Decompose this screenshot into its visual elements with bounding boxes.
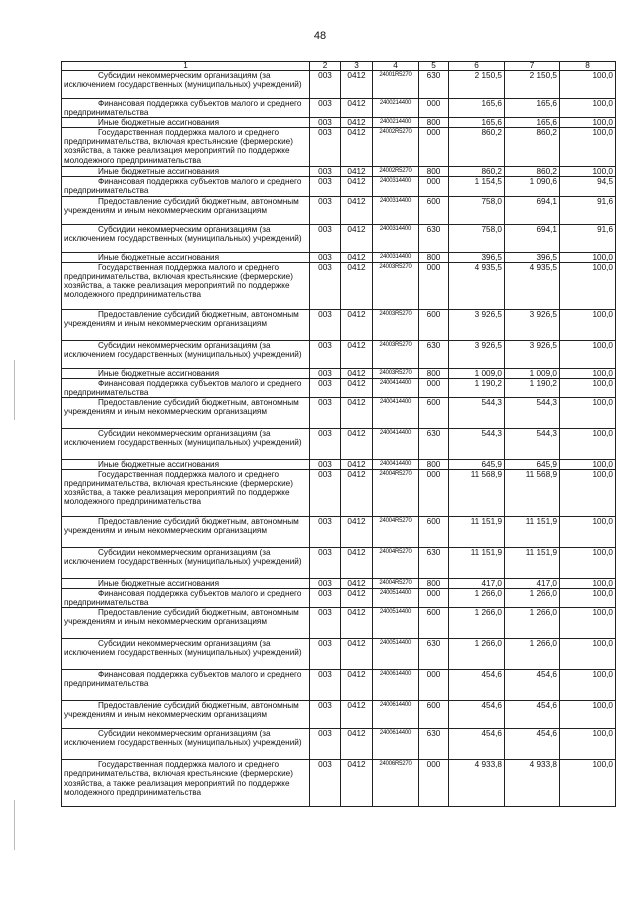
row-planned-cell: 645,9 [449, 459, 505, 469]
row-section-cell: 0412 [341, 252, 373, 262]
row-expense-type-cell: 000 [419, 378, 449, 397]
row-section-cell: 0412 [341, 517, 373, 548]
row-expense-type-cell: 000 [419, 177, 449, 196]
row-target-code-cell: 2400314400 [373, 177, 419, 196]
row-planned-cell: 417,0 [449, 579, 505, 589]
row-grbs-cell: 003 [310, 470, 341, 517]
row-percent-cell: 94,5 [560, 177, 616, 196]
row-percent-cell: 100,0 [560, 608, 616, 639]
row-name-cell: Финансовая поддержка субъектов малого и среднего предпринимательства [62, 99, 310, 118]
table-row [62, 608, 616, 639]
row-percent-cell: 100,0 [560, 71, 616, 99]
row-section-cell: 0412 [341, 548, 373, 579]
row-name-cell: Финансовая поддержка субъектов малого и среднего предпринимательства [62, 670, 310, 701]
row-section-cell: 0412 [341, 99, 373, 118]
row-name-cell: Субсидии некоммерческим организациям (за исключением государственных (муниципальных) учреждений) [62, 639, 310, 670]
row-executed-cell: 1 090,6 [505, 177, 560, 196]
row-executed-cell: 454,6 [505, 701, 560, 729]
row-section-cell: 0412 [341, 262, 373, 309]
row-percent-cell: 91,6 [560, 196, 616, 224]
table-row [62, 309, 616, 340]
row-percent-cell: 100,0 [560, 670, 616, 701]
row-expense-type-cell: 630 [419, 71, 449, 99]
row-percent-cell: 100,0 [560, 701, 616, 729]
row-percent-cell: 100,0 [560, 262, 616, 309]
row-executed-cell: 11 151,9 [505, 517, 560, 548]
row-section-cell: 0412 [341, 760, 373, 807]
row-percent-cell: 100,0 [560, 118, 616, 128]
row-executed-cell: 417,0 [505, 579, 560, 589]
row-grbs-cell: 003 [310, 252, 341, 262]
row-section-cell: 0412 [341, 340, 373, 368]
scan-edge-mark [14, 360, 15, 420]
row-target-code-cell: 2400314400 [373, 252, 419, 262]
row-name-cell: Субсидии некоммерческим организациям (за исключением государственных (муниципальных) учреждений) [62, 224, 310, 252]
row-executed-cell: 860,2 [505, 167, 560, 177]
row-grbs-cell: 003 [310, 128, 341, 167]
row-planned-cell: 3 926,5 [449, 309, 505, 340]
table-row [62, 517, 616, 548]
row-executed-cell: 165,6 [505, 118, 560, 128]
row-section-cell: 0412 [341, 167, 373, 177]
row-name-cell: Предоставление субсидий бюджетным, автономным учреждениям и иным некоммерческим организациям [62, 196, 310, 224]
row-percent-cell: 100,0 [560, 167, 616, 177]
row-executed-cell: 3 926,5 [505, 340, 560, 368]
row-executed-cell: 544,3 [505, 428, 560, 459]
row-executed-cell: 165,6 [505, 99, 560, 118]
row-target-code-cell: 2400214400 [373, 118, 419, 128]
row-planned-cell: 1 154,5 [449, 177, 505, 196]
table-row [62, 99, 616, 118]
row-percent-cell: 100,0 [560, 397, 616, 428]
row-name-cell: Государственная поддержка малого и среднего предпринимательства, включая крестьянские (фермерские) хозяйства, а также реализация мероприятий по поддержке молодежного предпринимательства [62, 128, 310, 167]
row-target-code-cell: 24006R5270 [373, 760, 419, 807]
row-name-cell: Иные бюджетные ассигнования [62, 252, 310, 262]
row-planned-cell: 4 933,8 [449, 760, 505, 807]
row-target-code-cell: 24003R5270 [373, 262, 419, 309]
table-row [62, 579, 616, 589]
row-grbs-cell: 003 [310, 428, 341, 459]
row-executed-cell: 4 933,8 [505, 760, 560, 807]
table-row [62, 71, 616, 99]
row-grbs-cell: 003 [310, 309, 341, 340]
row-grbs-cell: 003 [310, 608, 341, 639]
row-expense-type-cell: 630 [419, 548, 449, 579]
row-section-cell: 0412 [341, 71, 373, 99]
row-planned-cell: 11 568,9 [449, 470, 505, 517]
row-section-cell: 0412 [341, 459, 373, 469]
row-expense-type-cell: 000 [419, 128, 449, 167]
table-row [62, 340, 616, 368]
row-expense-type-cell: 800 [419, 167, 449, 177]
row-planned-cell: 544,3 [449, 397, 505, 428]
row-expense-type-cell: 800 [419, 459, 449, 469]
row-target-code-cell: 2400614400 [373, 670, 419, 701]
row-section-cell: 0412 [341, 579, 373, 589]
row-executed-cell: 1 266,0 [505, 639, 560, 670]
row-grbs-cell: 003 [310, 378, 341, 397]
row-planned-cell: 1 266,0 [449, 589, 505, 608]
row-expense-type-cell: 600 [419, 397, 449, 428]
row-planned-cell: 1 190,2 [449, 378, 505, 397]
row-percent-cell: 100,0 [560, 729, 616, 760]
table-row [62, 670, 616, 701]
row-section-cell: 0412 [341, 470, 373, 517]
row-expense-type-cell: 630 [419, 224, 449, 252]
row-executed-cell: 1 266,0 [505, 589, 560, 608]
table-row [62, 459, 616, 469]
row-grbs-cell: 003 [310, 589, 341, 608]
row-grbs-cell: 003 [310, 177, 341, 196]
row-target-code-cell: 24004R5270 [373, 579, 419, 589]
row-planned-cell: 860,2 [449, 167, 505, 177]
table-row [62, 701, 616, 729]
row-grbs-cell: 003 [310, 670, 341, 701]
row-percent-cell: 100,0 [560, 548, 616, 579]
table-row [62, 729, 616, 760]
column-header: 3 [341, 62, 373, 71]
row-expense-type-cell: 600 [419, 701, 449, 729]
row-executed-cell: 694,1 [505, 224, 560, 252]
row-executed-cell: 4 935,5 [505, 262, 560, 309]
row-name-cell: Субсидии некоммерческим организациям (за исключением государственных (муниципальных) учреждений) [62, 71, 310, 99]
row-expense-type-cell: 600 [419, 196, 449, 224]
row-executed-cell: 11 151,9 [505, 548, 560, 579]
row-planned-cell: 454,6 [449, 729, 505, 760]
row-name-cell: Государственная поддержка малого и среднего предпринимательства, включая крестьянские (фермерские) хозяйства, а также реализация мероприятий по поддержке молодежного предпринимательства [62, 470, 310, 517]
row-grbs-cell: 003 [310, 99, 341, 118]
row-target-code-cell: 24004R5270 [373, 517, 419, 548]
table-header-row [62, 62, 616, 71]
row-grbs-cell: 003 [310, 224, 341, 252]
row-section-cell: 0412 [341, 701, 373, 729]
row-name-cell: Предоставление субсидий бюджетным, автономным учреждениям и иным некоммерческим организациям [62, 608, 310, 639]
table-row [62, 224, 616, 252]
row-grbs-cell: 003 [310, 701, 341, 729]
row-section-cell: 0412 [341, 397, 373, 428]
table-row [62, 397, 616, 428]
row-name-cell: Государственная поддержка малого и среднего предпринимательства, включая крестьянские (фермерские) хозяйства, а также реализация мероприятий по поддержке молодежного предпринимательства [62, 262, 310, 309]
table-row [62, 760, 616, 807]
row-name-cell: Иные бюджетные ассигнования [62, 118, 310, 128]
row-planned-cell: 1 009,0 [449, 368, 505, 378]
row-name-cell: Финансовая поддержка субъектов малого и среднего предпринимательства [62, 589, 310, 608]
row-percent-cell: 100,0 [560, 378, 616, 397]
row-percent-cell: 100,0 [560, 459, 616, 469]
row-executed-cell: 454,6 [505, 670, 560, 701]
row-planned-cell: 758,0 [449, 224, 505, 252]
row-name-cell: Предоставление субсидий бюджетным, автономным учреждениям и иным некоммерческим организациям [62, 309, 310, 340]
row-expense-type-cell: 630 [419, 428, 449, 459]
row-expense-type-cell: 600 [419, 608, 449, 639]
row-percent-cell: 91,6 [560, 224, 616, 252]
row-section-cell: 0412 [341, 589, 373, 608]
row-planned-cell: 544,3 [449, 428, 505, 459]
row-section-cell: 0412 [341, 177, 373, 196]
row-grbs-cell: 003 [310, 368, 341, 378]
row-percent-cell: 100,0 [560, 428, 616, 459]
row-planned-cell: 396,5 [449, 252, 505, 262]
row-name-cell: Субсидии некоммерческим организациям (за исключением государственных (муниципальных) учреждений) [62, 548, 310, 579]
row-section-cell: 0412 [341, 729, 373, 760]
table-row [62, 118, 616, 128]
row-name-cell: Субсидии некоммерческим организациям (за исключением государственных (муниципальных) учреждений) [62, 340, 310, 368]
column-header: 5 [419, 62, 449, 71]
column-header: 8 [560, 62, 616, 71]
row-planned-cell: 165,6 [449, 99, 505, 118]
row-section-cell: 0412 [341, 196, 373, 224]
row-expense-type-cell: 630 [419, 639, 449, 670]
row-executed-cell: 2 150,5 [505, 71, 560, 99]
row-expense-type-cell: 000 [419, 589, 449, 608]
row-target-code-cell: 2400614400 [373, 701, 419, 729]
row-planned-cell: 3 926,5 [449, 340, 505, 368]
row-name-cell: Государственная поддержка малого и среднего предпринимательства, включая крестьянские (фермерские) хозяйства, а также реализация мероприятий по поддержке молодежного предпринимательства [62, 760, 310, 807]
row-planned-cell: 4 935,5 [449, 262, 505, 309]
row-percent-cell: 100,0 [560, 252, 616, 262]
row-planned-cell: 165,6 [449, 118, 505, 128]
row-expense-type-cell: 000 [419, 760, 449, 807]
row-target-code-cell: 24003R5270 [373, 340, 419, 368]
row-planned-cell: 860,2 [449, 128, 505, 167]
row-executed-cell: 1 009,0 [505, 368, 560, 378]
table-row [62, 167, 616, 177]
row-target-code-cell: 2400514400 [373, 608, 419, 639]
row-expense-type-cell: 000 [419, 470, 449, 517]
row-target-code-cell: 2400414400 [373, 428, 419, 459]
row-name-cell: Субсидии некоммерческим организациям (за исключением государственных (муниципальных) учреждений) [62, 428, 310, 459]
row-grbs-cell: 003 [310, 71, 341, 99]
table-row [62, 177, 616, 196]
row-expense-type-cell: 800 [419, 118, 449, 128]
column-header: 4 [373, 62, 419, 71]
scan-edge-mark [14, 800, 15, 850]
table-row [62, 548, 616, 579]
column-header: 2 [310, 62, 341, 71]
row-planned-cell: 11 151,9 [449, 548, 505, 579]
table-row [62, 262, 616, 309]
row-target-code-cell: 2400214400 [373, 99, 419, 118]
row-name-cell: Иные бюджетные ассигнования [62, 459, 310, 469]
row-executed-cell: 1 190,2 [505, 378, 560, 397]
table-row [62, 378, 616, 397]
table-row [62, 428, 616, 459]
row-executed-cell: 645,9 [505, 459, 560, 469]
row-target-code-cell: 24004R5270 [373, 470, 419, 517]
row-target-code-cell: 2400514400 [373, 589, 419, 608]
budget-table [61, 61, 616, 807]
row-name-cell: Предоставление субсидий бюджетным, автономным учреждениям и иным некоммерческим организациям [62, 397, 310, 428]
row-expense-type-cell: 630 [419, 340, 449, 368]
row-target-code-cell: 24004R5270 [373, 548, 419, 579]
row-grbs-cell: 003 [310, 639, 341, 670]
row-target-code-cell: 2400614400 [373, 729, 419, 760]
row-executed-cell: 694,1 [505, 196, 560, 224]
column-header: 6 [449, 62, 505, 71]
table-row [62, 128, 616, 167]
row-percent-cell: 100,0 [560, 589, 616, 608]
row-percent-cell: 100,0 [560, 309, 616, 340]
row-target-code-cell: 2400514400 [373, 639, 419, 670]
row-section-cell: 0412 [341, 118, 373, 128]
row-section-cell: 0412 [341, 368, 373, 378]
row-target-code-cell: 2400414400 [373, 397, 419, 428]
row-section-cell: 0412 [341, 608, 373, 639]
table-row [62, 470, 616, 517]
row-percent-cell: 100,0 [560, 639, 616, 670]
row-planned-cell: 454,6 [449, 670, 505, 701]
row-executed-cell: 1 266,0 [505, 608, 560, 639]
row-target-code-cell: 2400314400 [373, 224, 419, 252]
row-percent-cell: 100,0 [560, 368, 616, 378]
row-name-cell: Финансовая поддержка субъектов малого и среднего предпринимательства [62, 378, 310, 397]
column-header: 1 [62, 62, 310, 71]
table-row [62, 639, 616, 670]
row-percent-cell: 100,0 [560, 579, 616, 589]
row-section-cell: 0412 [341, 428, 373, 459]
row-target-code-cell: 2400414400 [373, 378, 419, 397]
row-section-cell: 0412 [341, 309, 373, 340]
row-expense-type-cell: 800 [419, 579, 449, 589]
row-grbs-cell: 003 [310, 760, 341, 807]
row-grbs-cell: 003 [310, 729, 341, 760]
row-name-cell: Иные бюджетные ассигнования [62, 167, 310, 177]
row-expense-type-cell: 800 [419, 252, 449, 262]
row-percent-cell: 100,0 [560, 99, 616, 118]
row-expense-type-cell: 000 [419, 99, 449, 118]
row-percent-cell: 100,0 [560, 517, 616, 548]
row-target-code-cell: 2400414400 [373, 459, 419, 469]
row-target-code-cell: 24003R5270 [373, 309, 419, 340]
row-name-cell: Финансовая поддержка субъектов малого и среднего предпринимательства [62, 177, 310, 196]
row-grbs-cell: 003 [310, 548, 341, 579]
row-grbs-cell: 003 [310, 340, 341, 368]
row-section-cell: 0412 [341, 224, 373, 252]
row-planned-cell: 758,0 [449, 196, 505, 224]
row-section-cell: 0412 [341, 639, 373, 670]
row-expense-type-cell: 630 [419, 729, 449, 760]
column-header: 7 [505, 62, 560, 71]
table-row [62, 589, 616, 608]
row-name-cell: Иные бюджетные ассигнования [62, 368, 310, 378]
row-grbs-cell: 003 [310, 167, 341, 177]
row-planned-cell: 1 266,0 [449, 608, 505, 639]
row-name-cell: Предоставление субсидий бюджетным, автономным учреждениям и иным некоммерческим организациям [62, 701, 310, 729]
row-executed-cell: 860,2 [505, 128, 560, 167]
row-executed-cell: 11 568,9 [505, 470, 560, 517]
row-expense-type-cell: 800 [419, 368, 449, 378]
row-section-cell: 0412 [341, 128, 373, 167]
row-grbs-cell: 003 [310, 459, 341, 469]
row-percent-cell: 100,0 [560, 128, 616, 167]
row-planned-cell: 11 151,9 [449, 517, 505, 548]
row-executed-cell: 396,5 [505, 252, 560, 262]
row-expense-type-cell: 600 [419, 309, 449, 340]
row-grbs-cell: 003 [310, 118, 341, 128]
row-expense-type-cell: 000 [419, 262, 449, 309]
row-executed-cell: 3 926,5 [505, 309, 560, 340]
row-target-code-cell: 2400314400 [373, 196, 419, 224]
row-grbs-cell: 003 [310, 196, 341, 224]
row-name-cell: Предоставление субсидий бюджетным, автономным учреждениям и иным некоммерческим организациям [62, 517, 310, 548]
row-grbs-cell: 003 [310, 397, 341, 428]
table-row [62, 196, 616, 224]
row-name-cell: Иные бюджетные ассигнования [62, 579, 310, 589]
row-grbs-cell: 003 [310, 579, 341, 589]
row-section-cell: 0412 [341, 670, 373, 701]
row-percent-cell: 100,0 [560, 470, 616, 517]
row-executed-cell: 544,3 [505, 397, 560, 428]
row-expense-type-cell: 000 [419, 670, 449, 701]
row-name-cell: Субсидии некоммерческим организациям (за исключением государственных (муниципальных) учреждений) [62, 729, 310, 760]
row-grbs-cell: 003 [310, 262, 341, 309]
page-number: 48 [313, 30, 327, 42]
row-executed-cell: 454,6 [505, 729, 560, 760]
row-target-code-cell: 24003R5270 [373, 368, 419, 378]
row-planned-cell: 454,6 [449, 701, 505, 729]
row-target-code-cell: 24002R5270 [373, 167, 419, 177]
row-target-code-cell: 24001R5270 [373, 71, 419, 99]
row-percent-cell: 100,0 [560, 340, 616, 368]
row-planned-cell: 1 266,0 [449, 639, 505, 670]
row-section-cell: 0412 [341, 378, 373, 397]
table-row [62, 368, 616, 378]
row-percent-cell: 100,0 [560, 760, 616, 807]
table-row [62, 252, 616, 262]
row-planned-cell: 2 150,5 [449, 71, 505, 99]
row-expense-type-cell: 600 [419, 517, 449, 548]
row-grbs-cell: 003 [310, 517, 341, 548]
row-target-code-cell: 24002R5270 [373, 128, 419, 167]
